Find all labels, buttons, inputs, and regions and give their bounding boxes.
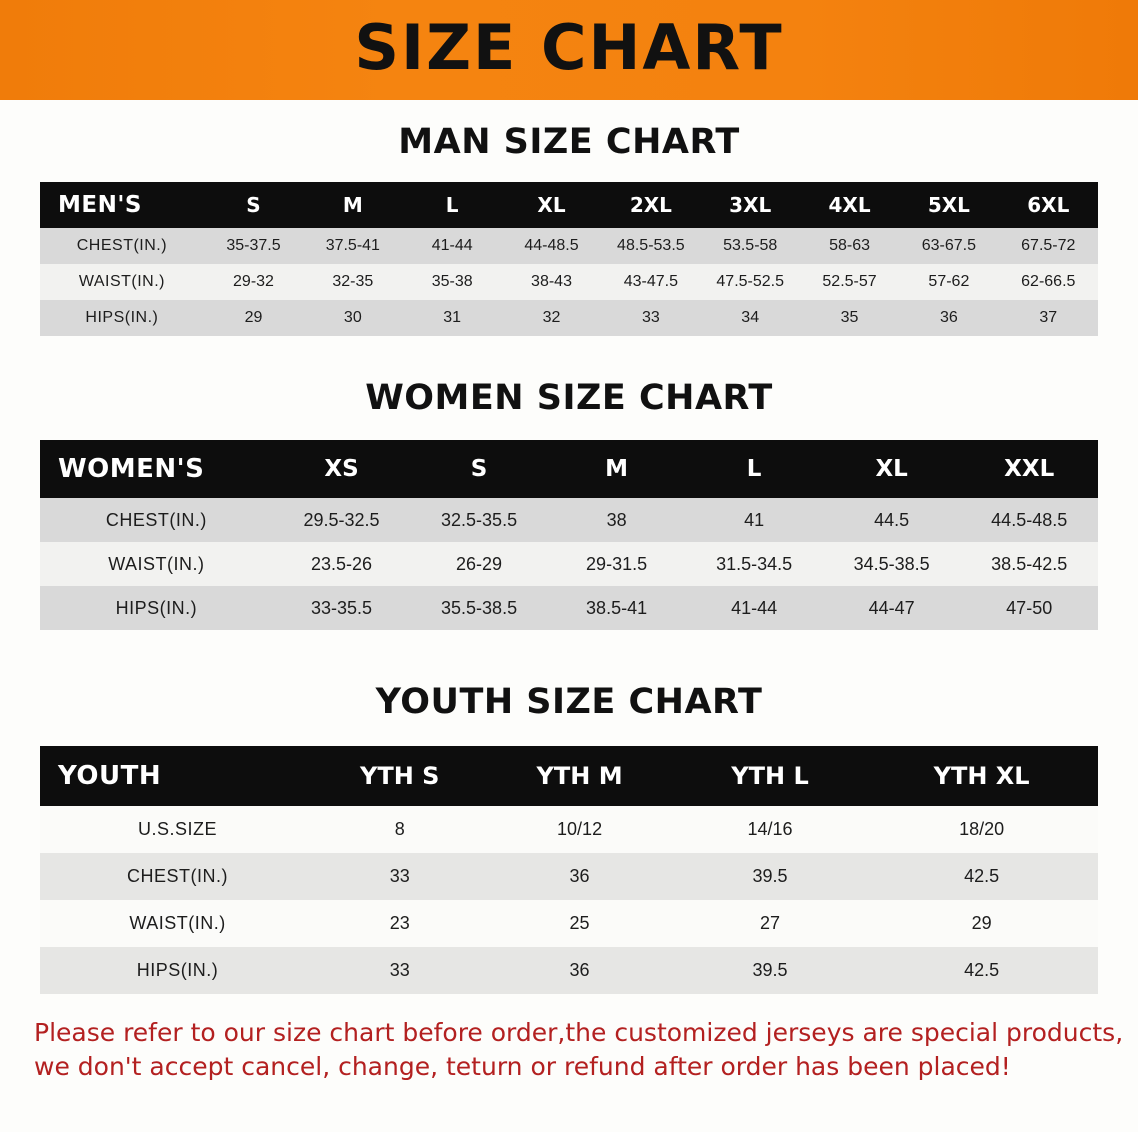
col-header: 2XL [601,182,700,228]
row-label: CHEST(IN.) [40,228,204,264]
col-header: M [303,182,402,228]
table-cell: 44-47 [823,586,961,630]
table-cell: 35-37.5 [204,228,303,264]
table-cell: 41-44 [685,586,823,630]
page-banner [0,0,1138,100]
table-cell: 34.5-38.5 [823,542,961,586]
row-label: WAIST(IN.) [40,900,315,947]
table-cell: 41-44 [403,228,502,264]
table-cell: 25 [484,900,674,947]
table-cell: 38 [548,498,686,542]
table-cell: 52.5-57 [800,264,899,300]
table-cell: 44.5 [823,498,961,542]
row-label: WAIST(IN.) [40,542,273,586]
table-cell: 34 [701,300,800,336]
col-header: YTH M [484,746,674,806]
table-cell: 44-48.5 [502,228,601,264]
table-cell: 29 [204,300,303,336]
table-row [40,853,1098,900]
row-label: HIPS(IN.) [40,586,273,630]
row-label: HIPS(IN.) [40,947,315,994]
col-header: L [685,440,823,498]
table-cell: 32.5-35.5 [410,498,548,542]
table-cell: 67.5-72 [999,228,1098,264]
col-header: S [410,440,548,498]
table-cell: 29.5-32.5 [273,498,411,542]
table-cell: 39.5 [675,853,865,900]
table-cell: 47-50 [960,586,1098,630]
table-header-row [40,182,1098,228]
col-header: S [204,182,303,228]
table-cell: 62-66.5 [999,264,1098,300]
table-cell: 31 [403,300,502,336]
table-cell: 31.5-34.5 [685,542,823,586]
table-cell: 38-43 [502,264,601,300]
page-title: SIZE CHART [354,11,784,84]
disclaimer-note [34,1016,1124,1084]
table-cell: 38.5-42.5 [960,542,1098,586]
table-row [40,947,1098,994]
col-header: 3XL [701,182,800,228]
table-cell: 30 [303,300,402,336]
table-row [40,498,1098,542]
table-cell: 43-47.5 [601,264,700,300]
man-size-table [40,182,1098,336]
col-header: 5XL [899,182,998,228]
table-row [40,900,1098,947]
table-cell: 33 [601,300,700,336]
col-header: YTH XL [865,746,1098,806]
col-header: WOMEN'S [40,440,273,498]
table-row [40,264,1098,300]
table-cell: 29-32 [204,264,303,300]
table-cell: 63-67.5 [899,228,998,264]
table-cell: 18/20 [865,806,1098,853]
table-cell: 36 [899,300,998,336]
disclaimer-line-2: we don't accept cancel, change, teturn or refund after order has been placed! [34,1051,1011,1081]
youth-table-wrap [40,746,1098,994]
col-header: XL [823,440,961,498]
row-label: CHEST(IN.) [40,853,315,900]
table-row [40,542,1098,586]
table-cell: 14/16 [675,806,865,853]
table-cell: 33 [315,947,484,994]
table-cell: 47.5-52.5 [701,264,800,300]
col-header: YOUTH [40,746,315,806]
table-cell: 27 [675,900,865,947]
table-cell: 42.5 [865,947,1098,994]
table-row [40,806,1098,853]
table-cell: 26-29 [410,542,548,586]
table-cell: 57-62 [899,264,998,300]
table-cell: 38.5-41 [548,586,686,630]
man-section-title: MAN SIZE CHART [398,122,740,162]
row-label: WAIST(IN.) [40,264,204,300]
table-cell: 37 [999,300,1098,336]
table-row [40,228,1098,264]
table-cell: 41 [685,498,823,542]
table-cell: 29 [865,900,1098,947]
col-header: L [403,182,502,228]
table-cell: 35.5-38.5 [410,586,548,630]
youth-size-table [40,746,1098,994]
table-cell: 23 [315,900,484,947]
table-cell: 29-31.5 [548,542,686,586]
man-table-wrap [40,182,1098,336]
row-label: HIPS(IN.) [40,300,204,336]
table-cell: 32-35 [303,264,402,300]
women-table-wrap [40,440,1098,630]
col-header: 6XL [999,182,1098,228]
col-header: XL [502,182,601,228]
table-cell: 35-38 [403,264,502,300]
women-size-table [40,440,1098,630]
table-cell: 36 [484,947,674,994]
table-cell: 53.5-58 [701,228,800,264]
col-header: 4XL [800,182,899,228]
table-cell: 37.5-41 [303,228,402,264]
table-cell: 33 [315,853,484,900]
table-header-row [40,746,1098,806]
row-label: CHEST(IN.) [40,498,273,542]
table-row [40,586,1098,630]
col-header: XS [273,440,411,498]
table-cell: 33-35.5 [273,586,411,630]
col-header: YTH L [675,746,865,806]
women-section-title: WOMEN SIZE CHART [365,378,773,418]
table-cell: 35 [800,300,899,336]
table-cell: 32 [502,300,601,336]
table-cell: 36 [484,853,674,900]
table-cell: 39.5 [675,947,865,994]
table-cell: 8 [315,806,484,853]
table-row [40,300,1098,336]
youth-section-title: YOUTH SIZE CHART [375,682,763,722]
table-cell: 42.5 [865,853,1098,900]
table-cell: 10/12 [484,806,674,853]
col-header: MEN'S [40,182,204,228]
table-cell: 48.5-53.5 [601,228,700,264]
table-cell: 23.5-26 [273,542,411,586]
table-cell: 58-63 [800,228,899,264]
disclaimer-line-1: Please refer to our size chart before order,the customized jerseys are special products, [34,1018,1124,1047]
col-header: M [548,440,686,498]
col-header: XXL [960,440,1098,498]
row-label: U.S.SIZE [40,806,315,853]
table-header-row [40,440,1098,498]
table-cell: 44.5-48.5 [960,498,1098,542]
col-header: YTH S [315,746,484,806]
